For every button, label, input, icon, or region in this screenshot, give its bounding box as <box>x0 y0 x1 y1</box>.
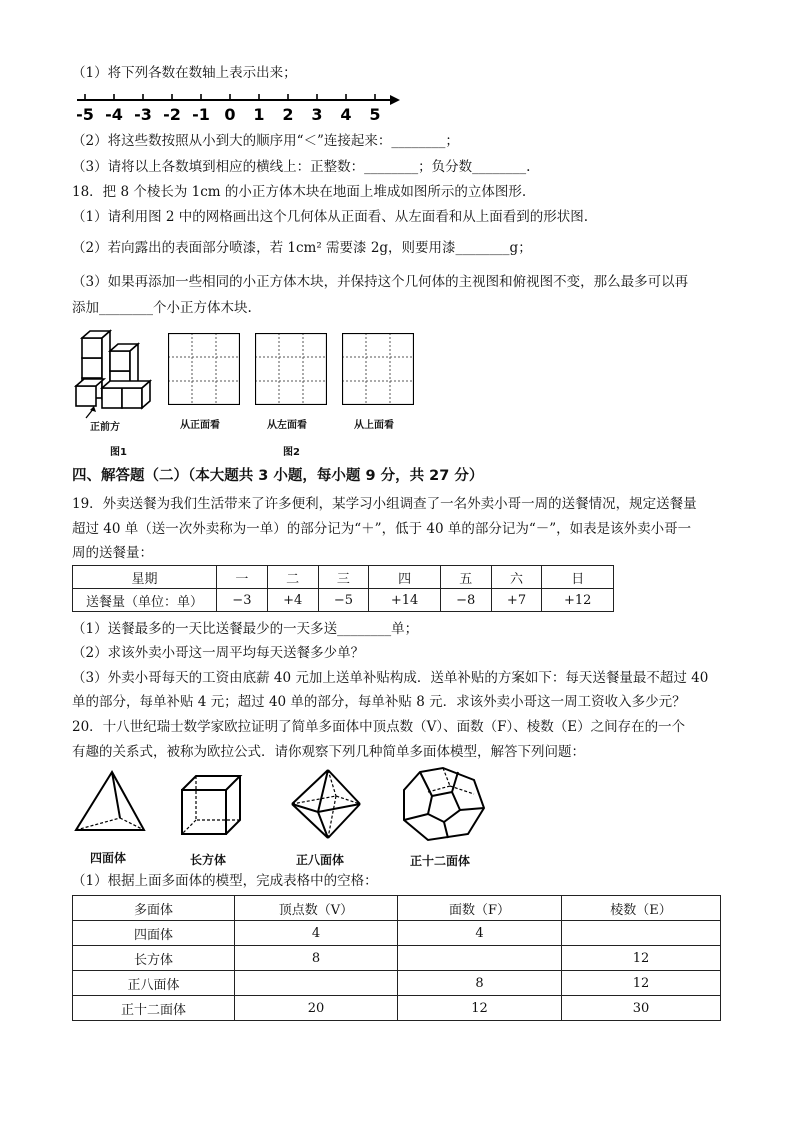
table-cell: 4 <box>235 921 398 946</box>
shape-label-tetrahedron: 四面体 <box>90 851 127 865</box>
q20-part1: （1）根据上面多面体的模型，完成表格中的空格： <box>72 873 378 889</box>
table-cell: 20 <box>235 996 398 1021</box>
grid-top-view <box>342 333 414 405</box>
fig1-caption: 图1 <box>110 447 127 458</box>
octahedron-figure <box>288 766 368 842</box>
table-cell: 12 <box>562 946 721 971</box>
table-cell: 长方体 <box>73 946 235 971</box>
table-cell: +4 <box>267 589 318 612</box>
q20-line2: 有趣的关系式，被称为欧拉公式．请你观察下列几种简单多面体模型，解答下列问题： <box>72 744 585 760</box>
number-line-tick-label: -4 <box>105 105 123 124</box>
tetrahedron-figure <box>72 768 152 838</box>
q17-part3: （3）请将以上各数填到相应的横线上：正整数：________；负分数________. <box>72 159 531 175</box>
table-cell: 二 <box>267 566 318 589</box>
section-heading: 四、解答题（二）（本大题共 3 小题，每小题 9 分，共 27 分） <box>72 468 484 484</box>
front-view-label: 从正面看 <box>180 420 220 431</box>
table-cell: +7 <box>491 589 542 612</box>
number-line-tick-label: -3 <box>134 105 152 124</box>
front-direction-label: 正前方 <box>90 422 120 433</box>
table-cell: 30 <box>562 996 721 1021</box>
table-cell: 一 <box>217 566 268 589</box>
number-line-tick-label: 1 <box>253 105 265 124</box>
q18-stem: 18．把 8 个棱长为 1cm 的小正方体木块在地面上堆成如图所示的立体图形. <box>72 184 527 200</box>
table-cell: 四面体 <box>73 921 235 946</box>
table-cell: 8 <box>235 946 398 971</box>
q17-part1: （1）将下列各数在数轴上表示出来； <box>72 65 297 81</box>
table-cell: 12 <box>562 971 721 996</box>
q19-part3b: 单的部分，每单补贴 4 元；超过 40 单的部分，每单补贴 8 元．求该外卖小哥这一周工资收入多少元？ <box>72 694 686 710</box>
table-cell: 4 <box>398 921 562 946</box>
table-cell <box>562 921 721 946</box>
table-cell: 正十二面体 <box>73 996 235 1021</box>
table-cell: 正八面体 <box>73 971 235 996</box>
q19-line3: 周的送餐量： <box>72 545 153 561</box>
q18-part1: （1）请利用图 2 中的网格画出这个几何体从正面看、从左面看和从上面看到的形状图. <box>72 209 589 225</box>
dodecahedron-figure <box>398 764 488 844</box>
number-line-tick-label: -5 <box>76 105 94 124</box>
table-row <box>73 589 614 612</box>
left-view-label: 从左面看 <box>267 420 307 431</box>
q17-part2: （2）将这些数按照从小到大的顺序用“＜”连接起来：________； <box>72 133 459 149</box>
table-cell: +14 <box>369 589 441 612</box>
table-cell: 8 <box>398 971 562 996</box>
shape-label-octahedron: 正八面体 <box>296 853 345 867</box>
polyhedra-table <box>72 895 721 1021</box>
table-row <box>73 996 721 1021</box>
q19-part1: （1）送餐最多的一天比送餐最少的一天多送________单； <box>72 621 419 637</box>
number-line-tick-label: 0 <box>224 105 236 124</box>
q18-part3b: 添加________个小正方体木块. <box>72 300 252 316</box>
table-row <box>73 896 721 921</box>
q19-line1: 19．外卖送餐为我们生活带来了许多便利，某学习小组调查了一名外卖小哥一周的送餐情况，规定送餐量 <box>72 496 697 512</box>
table-cell: 顶点数（V） <box>235 896 398 921</box>
q19-part3a: （3）外卖小哥每天的工资由底薪 40 元加上送单补贴构成．送单补贴的方案如下：每天送餐量最不超过 40 <box>72 670 709 686</box>
table-cell: 日 <box>542 566 614 589</box>
table-cell: 面数（F） <box>398 896 562 921</box>
number-line-tick-label: 3 <box>311 105 323 124</box>
cuboid-figure <box>178 772 248 838</box>
table-cell <box>235 971 398 996</box>
table-cell: 星期 <box>73 566 217 589</box>
shape-label-dodecahedron: 正十二面体 <box>410 854 471 868</box>
grid-left-view <box>255 333 327 405</box>
cube-stack-figure <box>72 328 162 420</box>
q18-part3a: （3）如果再添加一些相同的小正方体木块，并保持这个几何体的主视图和俯视图不变，那么最多可以再 <box>72 274 689 290</box>
table-cell: −5 <box>318 589 369 612</box>
table-cell: +12 <box>542 589 614 612</box>
table-cell: 送餐量（单位：单） <box>73 589 217 612</box>
shape-label-cuboid: 长方体 <box>190 853 227 867</box>
number-line-tick-label: -1 <box>192 105 210 124</box>
table-cell: 12 <box>398 996 562 1021</box>
table-row <box>73 921 721 946</box>
table-cell <box>398 946 562 971</box>
table-cell: 四 <box>369 566 441 589</box>
table-row <box>73 971 721 996</box>
q19-line2: 超过 40 单（送一次外卖称为一单）的部分记为“＋”，低于 40 单的部分记为“－”，如表是该外卖小哥一 <box>72 521 692 537</box>
top-view-label: 从上面看 <box>354 420 394 431</box>
number-line-tick-label: -2 <box>163 105 181 124</box>
table-cell: 三 <box>318 566 369 589</box>
table-cell: −8 <box>440 589 491 612</box>
table-cell: 五 <box>440 566 491 589</box>
table-cell: 多面体 <box>73 896 235 921</box>
grid-front-view <box>168 333 240 405</box>
number-line-tick-label: 5 <box>369 105 381 124</box>
table-cell: 棱数（E） <box>562 896 721 921</box>
number-line <box>72 86 402 126</box>
number-line-tick-label: 4 <box>340 105 352 124</box>
table-cell: −3 <box>217 589 268 612</box>
delivery-table <box>72 565 614 612</box>
q19-part2: （2）求该外卖小哥这一周平均每天送餐多少单？ <box>72 645 365 661</box>
table-row <box>73 946 721 971</box>
number-line-tick-label: 2 <box>282 105 294 124</box>
table-row <box>73 566 614 589</box>
q18-part2: （2）若向露出的表面部分喷漆，若 1cm² 需要漆 2g，则要用漆________g； <box>72 240 532 256</box>
fig2-caption: 图2 <box>283 447 300 458</box>
q20-line1: 20．十八世纪瑞士数学家欧拉证明了简单多面体中顶点数（V）、面数（F）、棱数（E）之间存在的一个 <box>72 719 686 735</box>
table-cell: 六 <box>491 566 542 589</box>
